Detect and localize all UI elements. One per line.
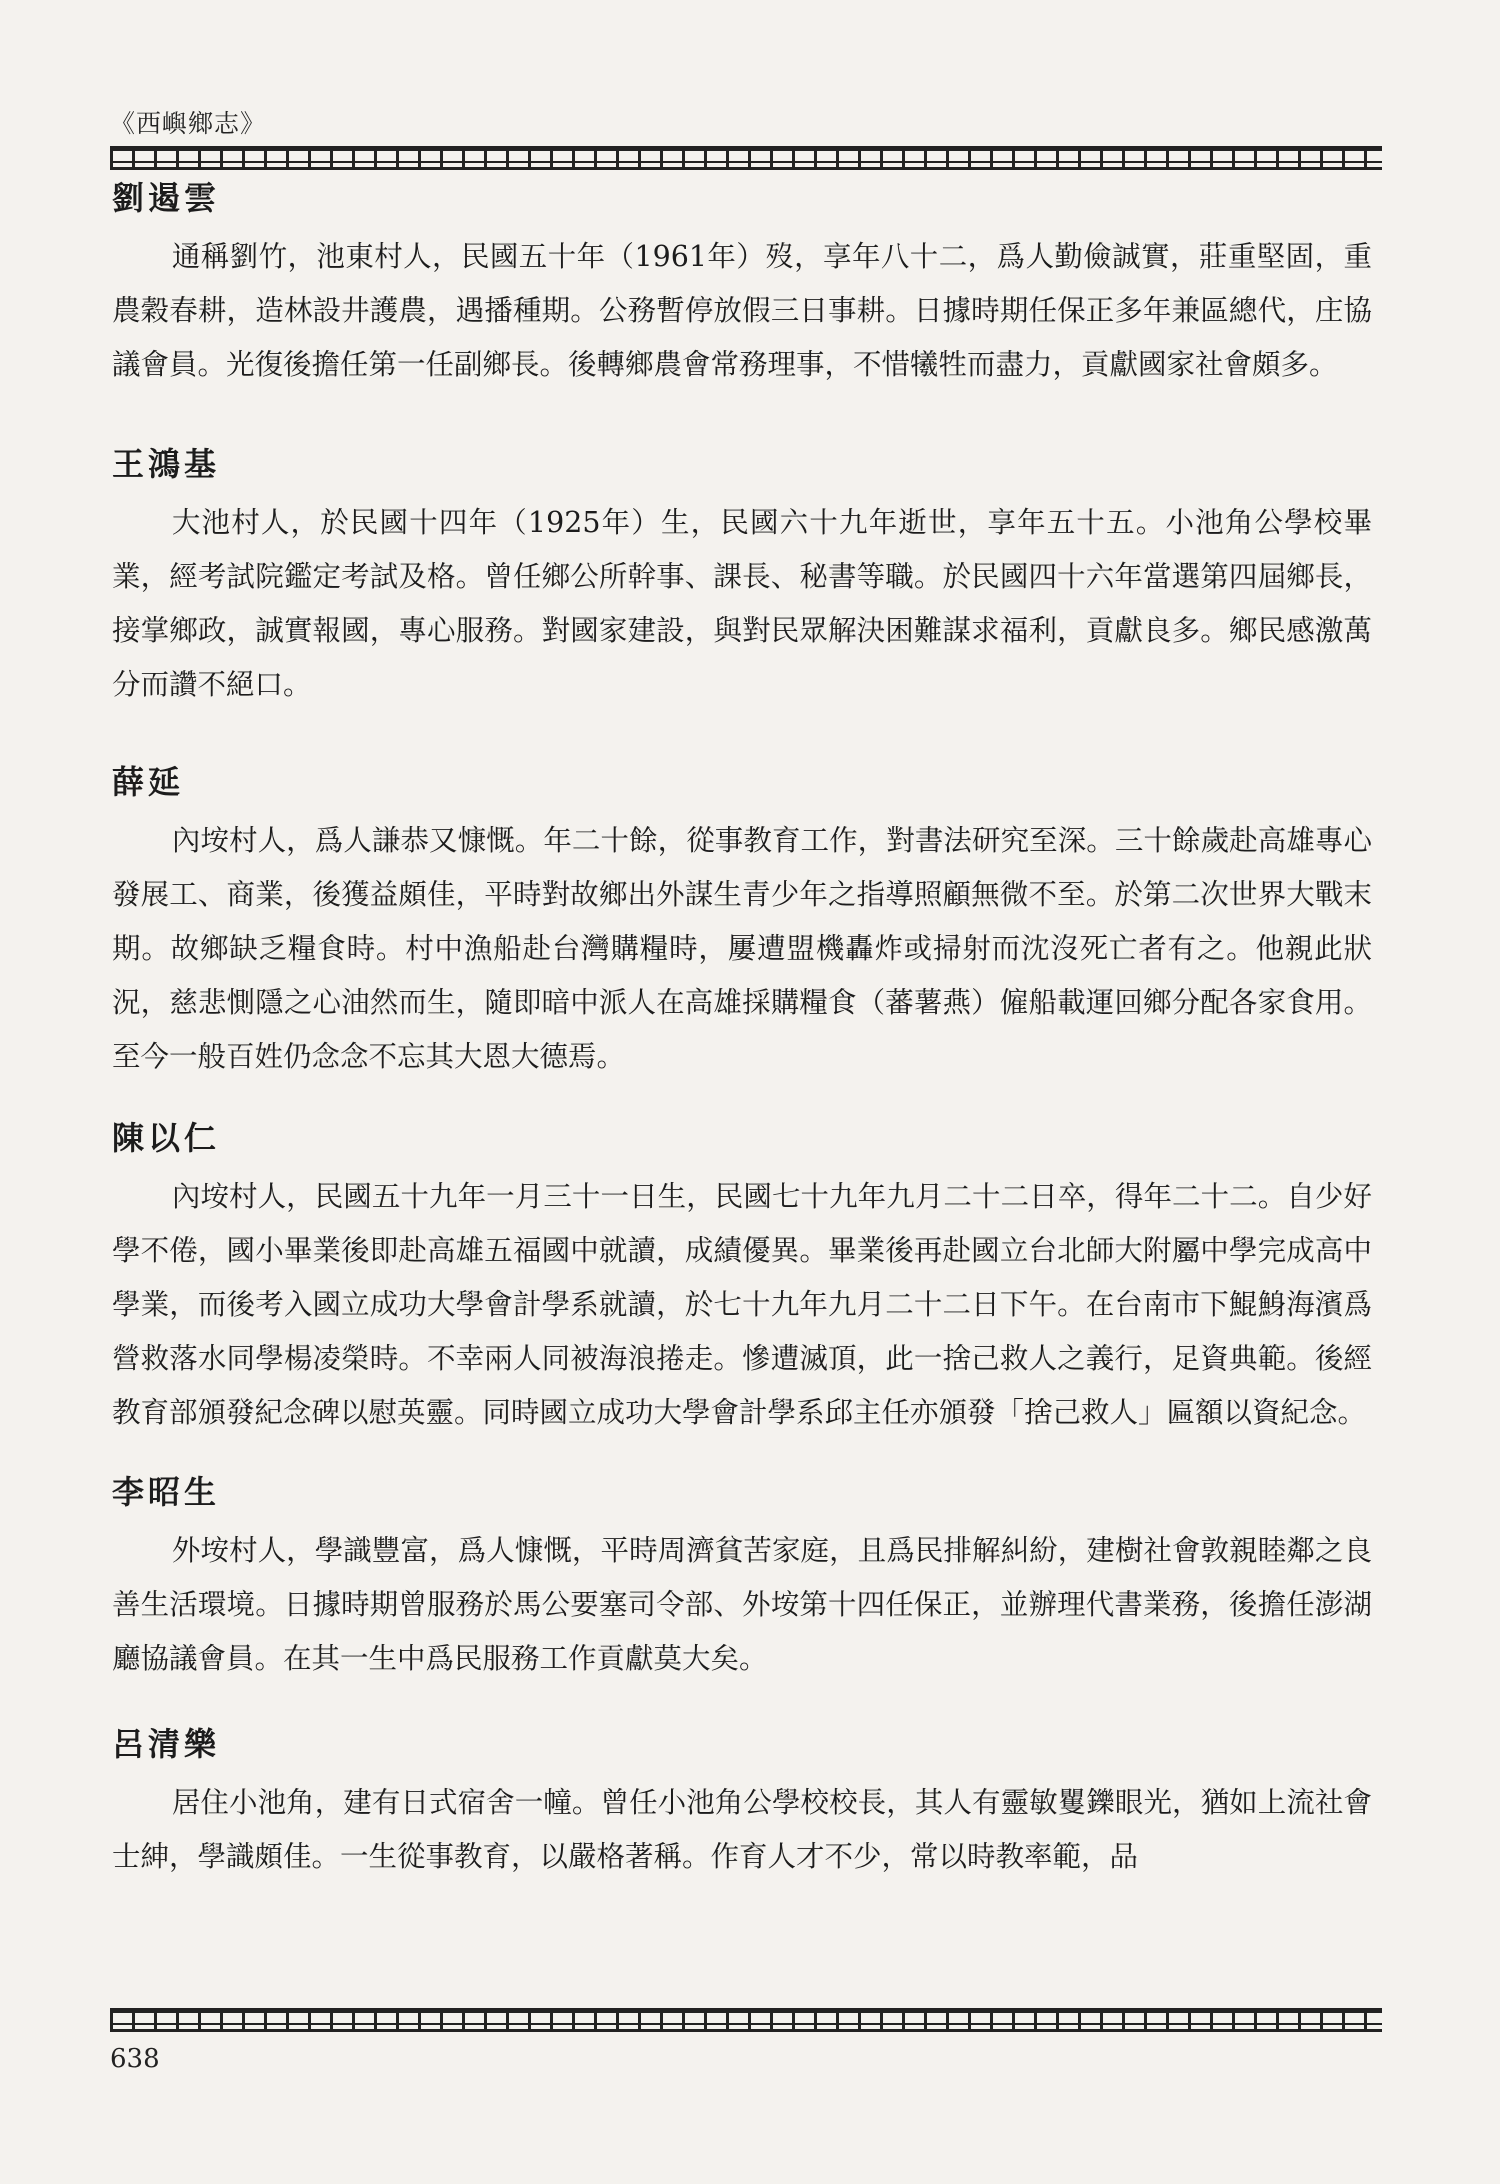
entry-name: 薛延 [112, 763, 185, 801]
entry-body: 通稱劉竹，池東村人，民國五十年（1961年）歿，享年八十二，爲人勤儉誠實，莊重堅固，重農穀春耕，造林設井護農，遇播種期。公務暫停放假三日事耕。日據時期任保正多年兼區總代，庄協議會員。光復後擔任第一任副鄉長。後轉鄉農會常務理事，不惜犧牲而盡力，貢獻國家社會頗多。 [112, 240, 1372, 381]
entry-body: 外垵村人，學識豐富，爲人慷慨，平時周濟貧苦家庭，且爲民排解糾紛，建樹社會敦親睦鄰之良善生活環境。日據時期曾服務於馬公要塞司令部、外垵第十四任保正，並辦理代書業務，後擔任澎湖廳協議會員。在其一生中爲民服務工作貢獻莫大矣。 [112, 1534, 1372, 1675]
biography-entry [112, 1116, 1372, 1440]
entry-name: 李昭生 [112, 1473, 221, 1511]
entry-name: 呂清樂 [112, 1725, 221, 1763]
page-content [112, 176, 1372, 1884]
entry-body: 內垵村人，民國五十九年一月三十一日生，民國七十九年九月二十二日卒，得年二十二。自少好學不倦，國小畢業後即赴高雄五福國中就讀，成績優異。畢業後再赴國立台北師大附屬中學完成高中學業，而後考入國立成功大學會計學系就讀，於七十九年九月二十二日下午。在台南市下鯤鯓海濱爲營救落水同學楊凌榮時。不幸兩人同被海浪捲走。慘遭滅頂，此一捨己救人之義行，足資典範。後經教育部頒發紀念碑以慰英靈。同時國立成功大學會計學系邱主任亦頒發「捨己救人」匾額以資紀念。 [112, 1180, 1372, 1429]
running-head: 《西嶼鄉志》 [110, 109, 267, 138]
biography-entry [112, 760, 1372, 1084]
biography-entry [112, 1470, 1372, 1686]
entry-name: 王鴻基 [112, 445, 221, 483]
page-number: 638 [110, 2044, 160, 2074]
top-fret-border [110, 146, 1382, 170]
entry-body: 大池村人，於民國十四年（1925年）生，民國六十九年逝世，享年五十五。小池角公學校畢業，經考試院鑑定考試及格。曾任鄉公所幹事、課長、秘書等職。於民國四十六年當選第四屆鄉長，接掌鄉政，誠實報國，專心服務。對國家建設，與對民眾解決困難謀求福利，貢獻良多。鄉民感激萬分而讚不絕口。 [112, 506, 1372, 701]
entry-name: 陳以仁 [112, 1119, 221, 1157]
biography-entry [112, 1722, 1372, 1884]
entry-body: 居住小池角，建有日式宿舍一幢。曾任小池角公學校校長，其人有靈敏矍鑠眼光，猶如上流社會士紳，學識頗佳。一生從事教育，以嚴格著稱。作育人才不少，常以時教率範，品 [112, 1786, 1372, 1873]
bottom-fret-border [110, 2008, 1382, 2032]
biography-entry [112, 442, 1372, 712]
entry-body: 內垵村人，爲人謙恭又慷慨。年二十餘，從事教育工作，對書法研究至深。三十餘歲赴高雄專心發展工、商業，後獲益頗佳，平時對故鄉出外謀生青少年之指導照顧無微不至。於第二次世界大戰末期。故鄉缺乏糧食時。村中漁船赴台灣購糧時，屢遭盟機轟炸或掃射而沈沒死亡者有之。他親此狀況，慈悲惻隱之心油然而生，隨即暗中派人在高雄採購糧食（蕃薯燕）僱船載運回鄉分配各家食用。至今一般百姓仍念念不忘其大恩大德焉。 [112, 824, 1372, 1073]
biography-entry [112, 176, 1372, 392]
entry-name: 劉遏雲 [112, 179, 221, 217]
